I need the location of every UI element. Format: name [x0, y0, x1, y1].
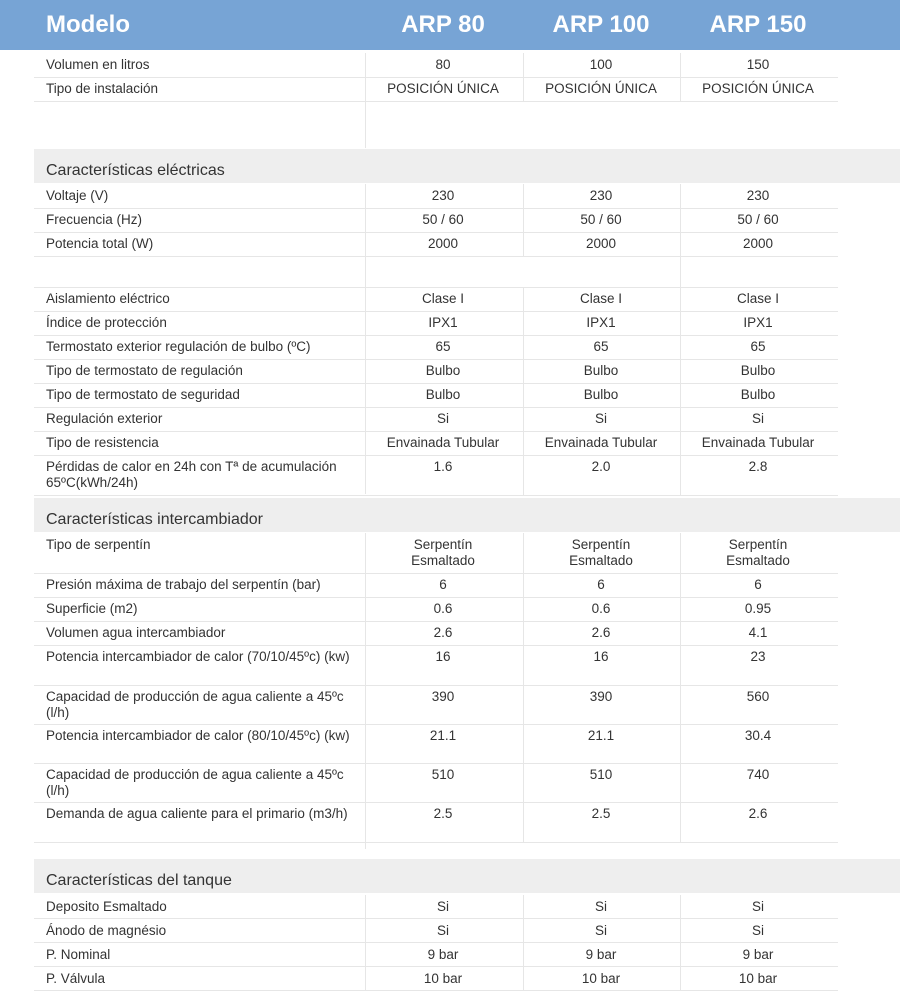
row-label: Termostato exterior regulación de bulbo (ºC) — [46, 339, 311, 354]
table-cell: 65 — [435, 339, 451, 354]
table-cell: 2.6 — [748, 806, 768, 821]
table-cell: Si — [436, 899, 449, 914]
table-cell: Si — [751, 923, 764, 938]
table-cell: 560 — [746, 689, 770, 704]
table-cell: 6 — [439, 577, 447, 592]
table-cell: 65 — [593, 339, 609, 354]
table-cell: 2000 — [742, 236, 774, 251]
table-cell: 0.6 — [433, 601, 453, 616]
table-cell: 30.4 — [744, 728, 772, 743]
cell-instalacion-arp100: POSICIÓN ÚNICA — [545, 81, 657, 96]
row-label: Pérdidas de calor en 24h con Tª de acumulación 65ºC(kWh/24h) — [46, 459, 337, 490]
row-label: Superficie (m2) — [46, 601, 138, 616]
table-cell: 0.95 — [744, 601, 772, 616]
table-cell: Clase I — [421, 291, 465, 306]
table-cell: 230 — [589, 188, 613, 203]
row-label: Aislamiento eléctrico — [46, 291, 170, 306]
cell-volumen-arp80: 80 — [435, 57, 451, 72]
row-label: Ánodo de magnésio — [46, 923, 167, 938]
table-cell: 9 bar — [742, 947, 774, 962]
table-cell: 16 — [593, 649, 609, 664]
cell-instalacion-arp80: POSICIÓN ÚNICA — [387, 81, 499, 96]
cell-volumen-arp100: 100 — [589, 57, 613, 72]
table-header — [0, 0, 900, 50]
row-label: Potencia intercambiador de calor (70/10/45ºc) (kw) — [46, 649, 350, 664]
table-cell: 390 — [431, 689, 455, 704]
column-header-arp-80: ARP 80 — [401, 11, 485, 38]
row-label: Capacidad de producción de agua caliente a 45ºc (l/h) — [46, 767, 344, 798]
table-cell: 65 — [750, 339, 766, 354]
table-cell: 390 — [589, 689, 613, 704]
table-cell: 2.5 — [433, 806, 453, 821]
table-cell: 16 — [435, 649, 451, 664]
table-cell: Serpentín Esmaltado — [569, 537, 633, 568]
table-cell: 740 — [746, 767, 770, 782]
table-cell: 2.8 — [748, 459, 768, 474]
section-header-electricas — [34, 149, 900, 183]
row-label-volumen: Volumen en litros — [46, 57, 150, 72]
table-cell: 50 / 60 — [580, 212, 622, 227]
row-label: Potencia total (W) — [46, 236, 154, 251]
row-label: Regulación exterior — [46, 411, 163, 426]
table-cell: 9 bar — [585, 947, 617, 962]
table-cell: Bulbo — [740, 387, 776, 402]
row-label: Demanda de agua caliente para el primario (m3/h) — [46, 806, 348, 821]
section-title: Características intercambiador — [46, 511, 263, 528]
row-label: Voltaje (V) — [46, 188, 109, 203]
row-label: Tipo de serpentín — [46, 537, 151, 552]
row-label: Capacidad de producción de agua caliente a 45ºc (l/h) — [46, 689, 344, 720]
table-cell: Bulbo — [425, 387, 461, 402]
table-cell: Bulbo — [740, 363, 776, 378]
model-header: Modelo — [46, 11, 130, 38]
table-cell: 23 — [750, 649, 766, 664]
table-cell: Si — [751, 411, 764, 426]
table-cell: Bulbo — [583, 387, 619, 402]
table-cell: 50 / 60 — [422, 212, 464, 227]
row-label: Tipo de resistencia — [46, 435, 159, 450]
table-cell: 6 — [754, 577, 762, 592]
table-cell: 510 — [431, 767, 455, 782]
table-cell: Si — [594, 923, 607, 938]
table-cell: IPX1 — [428, 315, 458, 330]
table-cell: 230 — [431, 188, 455, 203]
table-cell: Si — [594, 411, 607, 426]
column-header-arp-100: ARP 100 — [552, 11, 650, 38]
table-cell: 2.6 — [433, 625, 453, 640]
table-cell: 230 — [746, 188, 770, 203]
row-label: Volumen agua intercambiador — [46, 625, 226, 640]
table-cell: Bulbo — [583, 363, 619, 378]
row-label: Potencia intercambiador de calor (80/10/45ºc) (kw) — [46, 728, 350, 743]
table-cell: 10 bar — [581, 971, 621, 986]
table-cell: 6 — [597, 577, 605, 592]
table-cell: Si — [751, 899, 764, 914]
table-cell: 21.1 — [429, 728, 457, 743]
table-cell: Clase I — [579, 291, 623, 306]
row-label: Índice de protección — [46, 315, 167, 330]
table-cell: 2000 — [585, 236, 617, 251]
table-cell: Serpentín Esmaltado — [726, 537, 790, 568]
row-label: P. Nominal — [46, 947, 111, 962]
table-cell: Envainada Tubular — [701, 435, 815, 450]
row-label: Presión máxima de trabajo del serpentín (bar) — [46, 577, 321, 592]
row-label: Deposito Esmaltado — [46, 899, 167, 914]
table-cell: 21.1 — [587, 728, 615, 743]
table-cell: Si — [594, 899, 607, 914]
section-title: Características del tanque — [46, 872, 232, 889]
table-cell: 1.6 — [433, 459, 453, 474]
table-cell: IPX1 — [743, 315, 773, 330]
section-header-intercambiador — [34, 498, 900, 532]
table-cell: 2.6 — [591, 625, 611, 640]
table-cell: 0.6 — [591, 601, 611, 616]
table-cell: 9 bar — [427, 947, 459, 962]
cell-instalacion-arp150: POSICIÓN ÚNICA — [702, 81, 814, 96]
table-cell: Envainada Tubular — [544, 435, 658, 450]
row-label: Frecuencia (Hz) — [46, 212, 143, 227]
table-cell: 2000 — [427, 236, 459, 251]
table-cell: Serpentín Esmaltado — [411, 537, 475, 568]
cell-volumen-arp150: 150 — [746, 57, 770, 72]
table-cell: Clase I — [736, 291, 780, 306]
table-cell: Envainada Tubular — [386, 435, 500, 450]
table-cell: Si — [436, 411, 449, 426]
row-label: Tipo de termostato de regulación — [46, 363, 243, 378]
table-cell: 2.5 — [591, 806, 611, 821]
section-title: Características eléctricas — [46, 162, 225, 179]
table-cell: 4.1 — [748, 625, 768, 640]
row-label-tipo-instalacion: Tipo de instalación — [46, 81, 159, 96]
table-cell: 10 bar — [738, 971, 778, 986]
table-cell: 50 / 60 — [737, 212, 779, 227]
table-cell: IPX1 — [586, 315, 616, 330]
table-cell: Si — [436, 923, 449, 938]
table-cell: 510 — [589, 767, 613, 782]
column-header-arp-150: ARP 150 — [709, 11, 807, 38]
table-cell: Bulbo — [425, 363, 461, 378]
row-label: Tipo de termostato de seguridad — [46, 387, 240, 402]
section-header-tanque — [34, 859, 900, 893]
row-label: P. Válvula — [46, 971, 106, 986]
table-cell: 2.0 — [591, 459, 611, 474]
table-cell: 10 bar — [423, 971, 463, 986]
